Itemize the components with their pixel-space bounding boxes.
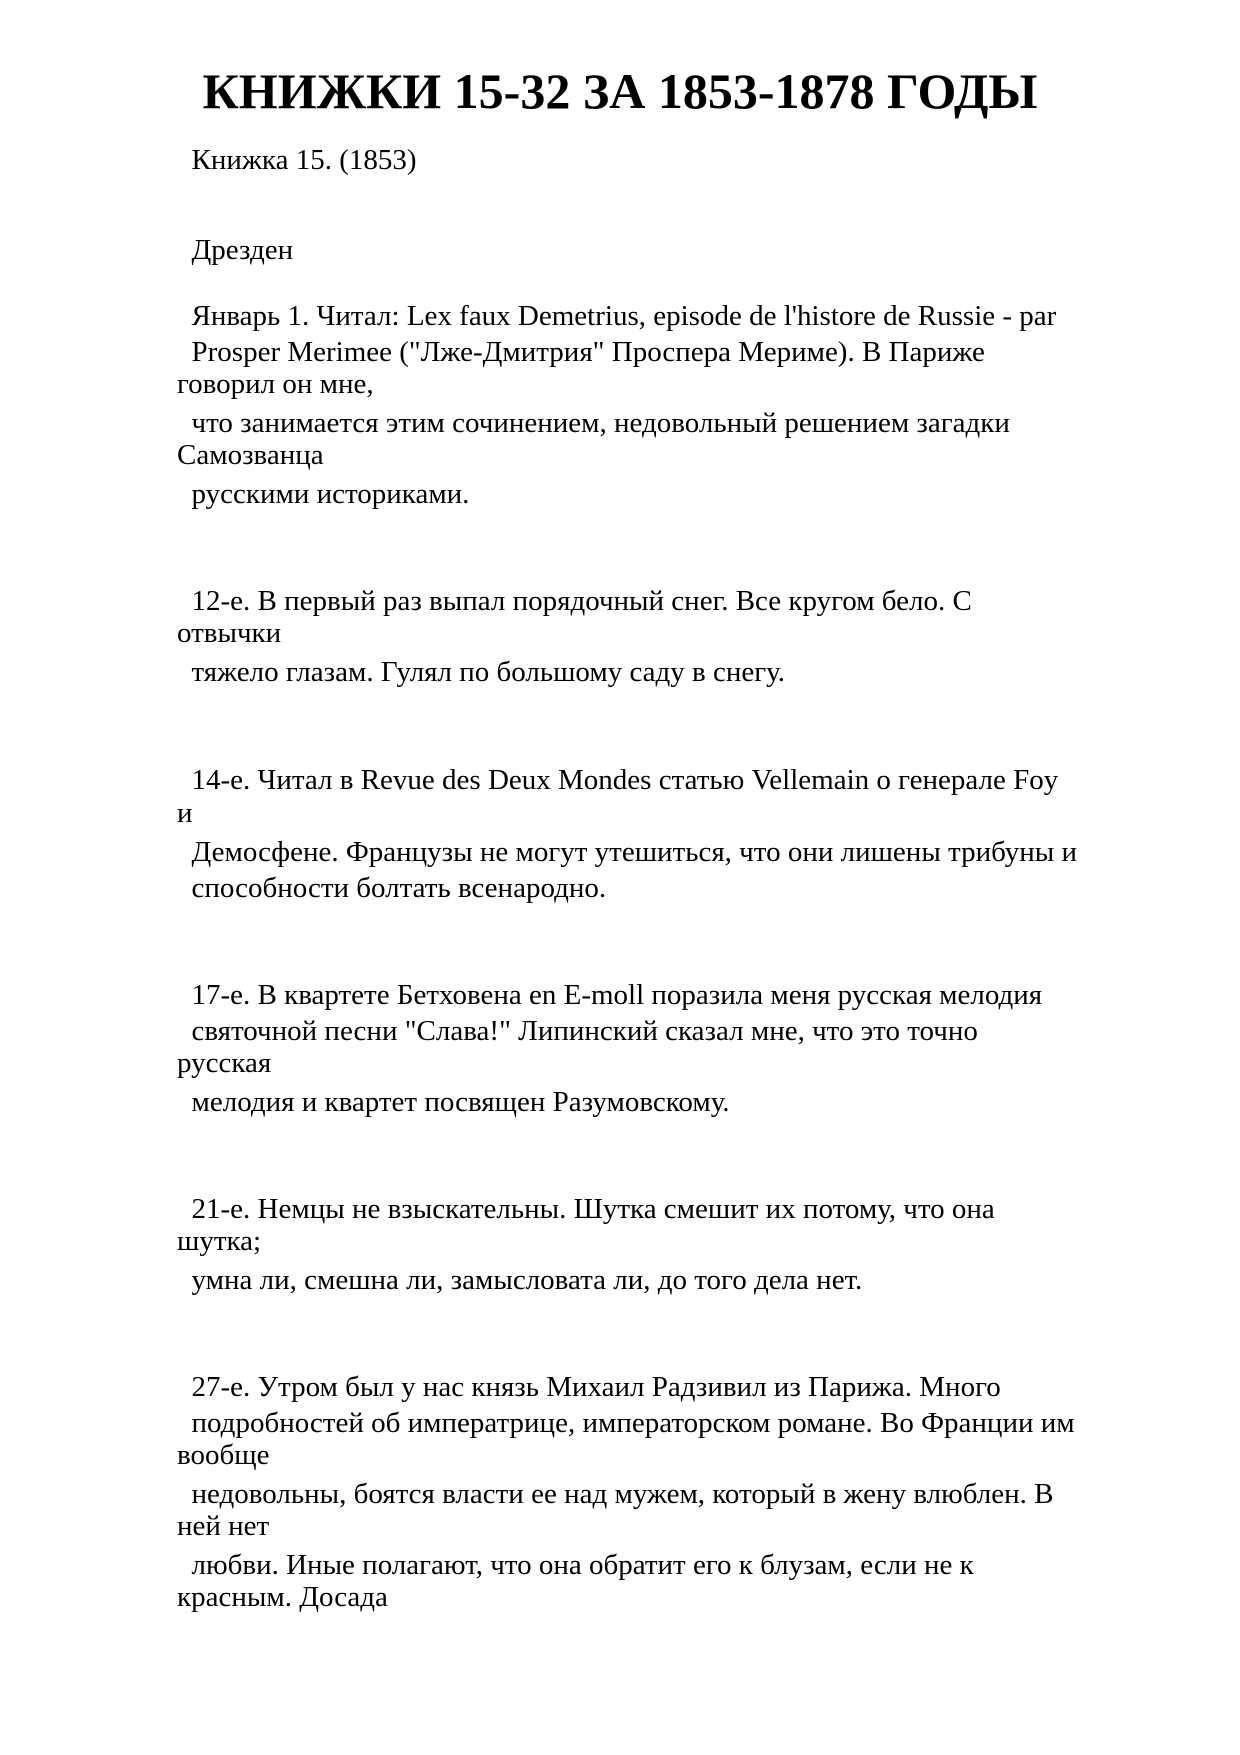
text-line: говорил он мне, <box>177 368 374 400</box>
page-title: КНИЖКИ 15-32 ЗА 1853-1878 ГОДЫ <box>202 63 1038 119</box>
text-line: Дрезден <box>177 234 294 266</box>
text-line: святочной песни "Слава!" Липинский сказал мне, что это точно <box>177 1015 978 1047</box>
text-line: Prosper Merimee ("Лже-Дмитрия" Проспера Мериме). В Париже <box>177 336 985 368</box>
text-line: русская <box>177 1047 272 1079</box>
text-line: недовольны, боятся власти ее над мужем, который в жену влюблен. В <box>177 1478 1054 1510</box>
text-line: подробностей об императрице, императорском романе. Во Франции им <box>177 1407 1075 1439</box>
text-line: 21-е. Немцы не взыскательны. Шутка смешит их потому, что она <box>177 1193 995 1225</box>
text-line: тяжело глазам. Гулял по большому саду в снегу. <box>177 656 786 688</box>
text-line: красным. Досада <box>177 1581 388 1613</box>
text-line: 12-е. В первый раз выпал порядочный снег. Все кругом бело. С <box>177 585 972 617</box>
text-line: 17-е. В квартете Бетховена en E-moll поразила меня русская мелодия <box>177 979 1043 1011</box>
text-line: умна ли, смешна ли, замысловата ли, до того дела нет. <box>177 1264 863 1296</box>
text-line: Самозванца <box>177 439 324 471</box>
text-line: любви. Иные полагают, что она обратит его к блузам, если не к <box>177 1549 974 1581</box>
text-line: вообще <box>177 1439 270 1471</box>
text-line: шутка; <box>177 1225 262 1257</box>
text-line: способности болтать всенародно. <box>177 872 607 904</box>
text-line: Демосфене. Французы не могут утешиться, что они лишены трибуны и <box>177 836 1078 868</box>
text-line: и <box>177 797 193 829</box>
text-line: 14-е. Читал в Revue des Deux Mondes статью Vellemain о генерале Foy <box>177 764 1059 796</box>
text-line: 27-е. Утром был у нас князь Михаил Радзивил из Парижа. Много <box>177 1371 1001 1403</box>
text-line: мелодия и квартет посвящен Разумовскому. <box>177 1086 730 1118</box>
text-line: Книжка 15. (1853) <box>177 144 417 176</box>
text-line: отвычки <box>177 617 282 649</box>
text-line: Январь 1. Читал: Lex faux Demetrius, episode de l'histore de Russie - par <box>177 300 1057 332</box>
text-line: что занимается этим сочинением, недовольный решением загадки <box>177 407 1010 439</box>
text-line: ней нет <box>177 1510 270 1542</box>
text-line: русскими историками. <box>177 478 470 510</box>
